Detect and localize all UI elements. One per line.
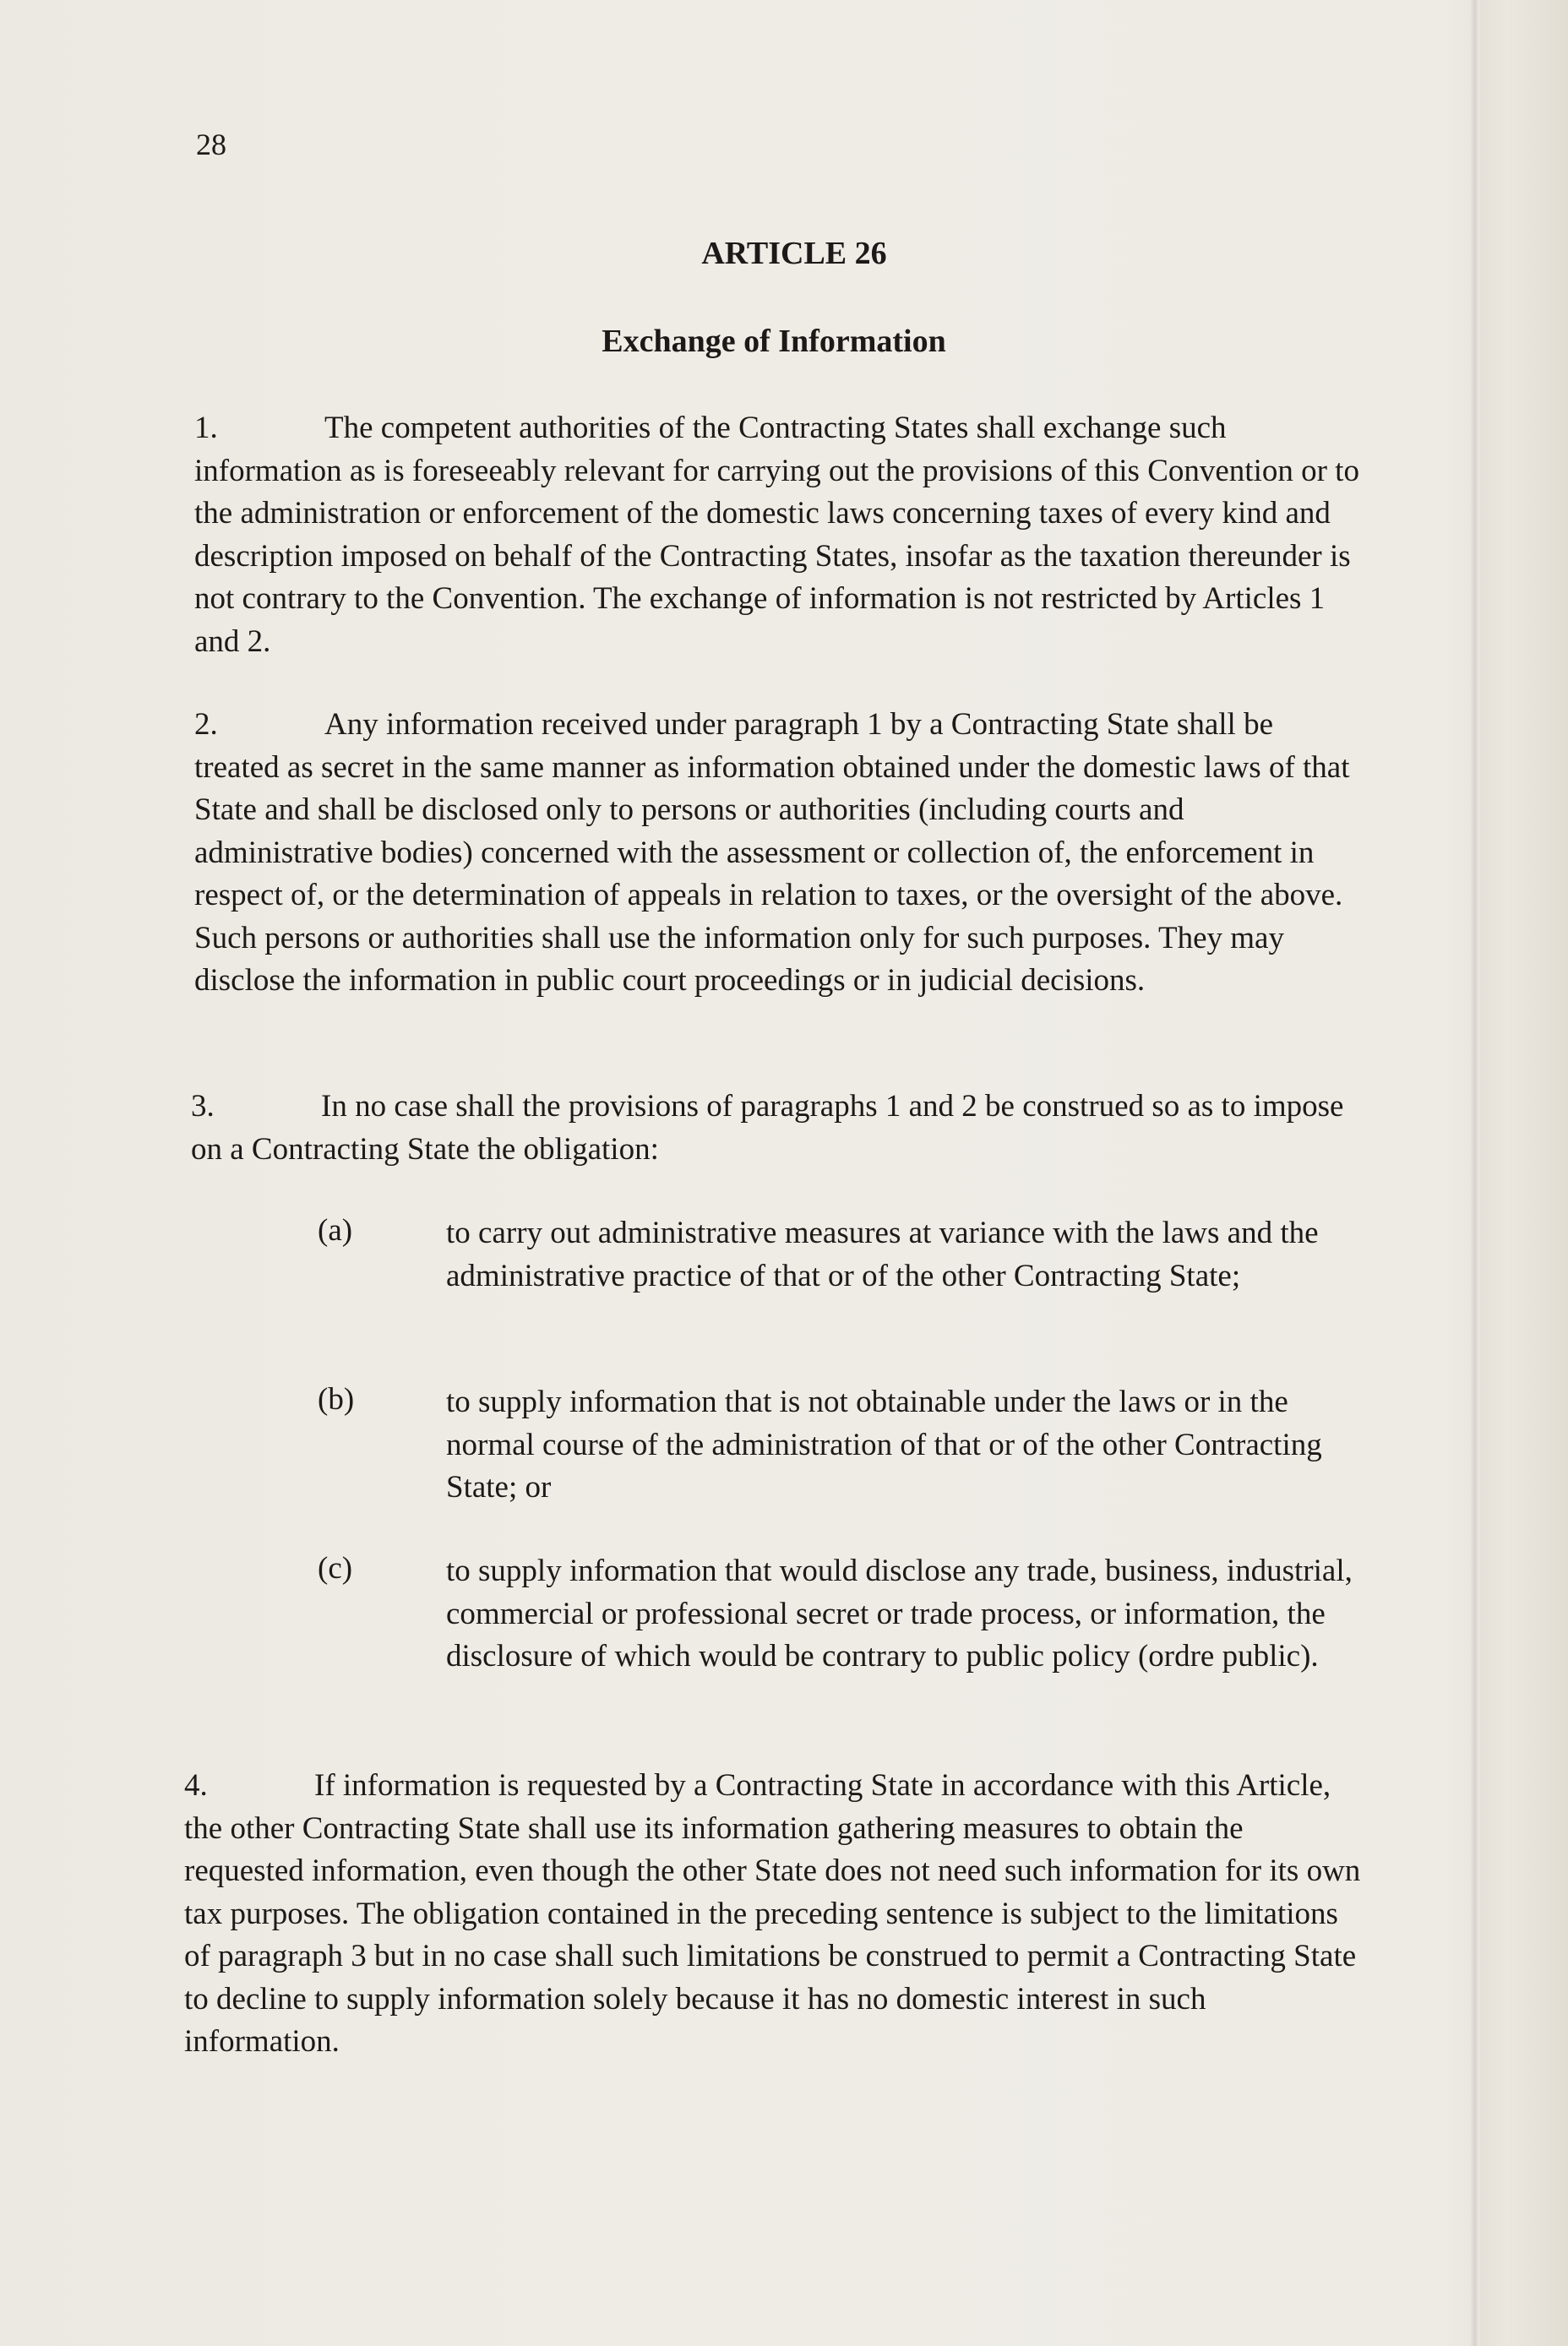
paragraph-number: 4. <box>184 1768 208 1803</box>
paragraph-number: 3. <box>191 1089 215 1124</box>
paragraph-3 <box>191 1086 1365 1171</box>
article-title: ARTICLE 26 <box>701 236 887 271</box>
page-number: 28 <box>196 128 226 161</box>
subitem-a-text: to carry out administrative measures at variance with the laws and the administrative practice of that or of the other Contracting State; <box>446 1216 1319 1293</box>
paragraph-text: The competent authorities of the Contracting States shall exchange such information as is foreseeably relevant for carrying out the provisions of this Convention or to the administration or enforcement of the domestic laws concerning taxes of every kind and description imposed on behalf of the Contracting States, insofar as the taxation thereunder is not contrary to the Convention. The exchange of information is not restricted by Articles 1 and 2. <box>194 411 1359 659</box>
paragraph-number: 2. <box>194 707 218 742</box>
paragraph-number: 1. <box>194 411 218 445</box>
paragraph-2 <box>194 704 1360 1003</box>
subitem-c-label: (c) <box>318 1551 353 1586</box>
subitem-b-label: (b) <box>318 1382 355 1417</box>
paragraph-text: If information is requested by a Contracting State in accordance with this Article, the other Contracting State shall use its information gathering measures to obtain the requested information, even though the other State does not need such information for its own tax purposes. The obligation contained in the preceding sentence is subject to the limitations of paragraph 3 but in no case shall such limitations be construed to permit a Contracting State to decline to supply information solely because it has no domestic interest in such information. <box>184 1768 1361 2059</box>
subitem-b-text: to supply information that is not obtainable under the laws or in the normal course of the administration of that or of the other Contracting State; or <box>446 1385 1322 1505</box>
subitem-a-label: (a) <box>318 1213 353 1248</box>
subitem-c-text: to supply information that would disclose any trade, business, industrial, commercial or professional secret or trade process, or information, the disclosure of which would be contrary to public policy (ordre public). <box>446 1554 1353 1674</box>
paragraph-text: Any information received under paragraph 1 by a Contracting State shall be treated as secret in the same manner as information obtained under the domestic laws of that State and shall be disclosed only to persons or authorities (including courts and administrative bodies) concerned with the assessment or collection of, the enforcement in respect of, or the determination of appeals in relation to taxes, or the oversight of the above. Such persons or authorities shall use the information only for such purposes. They may disclose the information in public court proceedings or in judicial decisions. <box>194 707 1350 998</box>
paragraph-text: In no case shall the provisions of paragraphs 1 and 2 be construed so as to impose on a Contracting State the obligation: <box>191 1089 1344 1167</box>
article-subtitle: Exchange of Information <box>602 324 946 359</box>
paragraph-4 <box>184 1765 1367 2064</box>
paragraph-1 <box>194 407 1360 663</box>
